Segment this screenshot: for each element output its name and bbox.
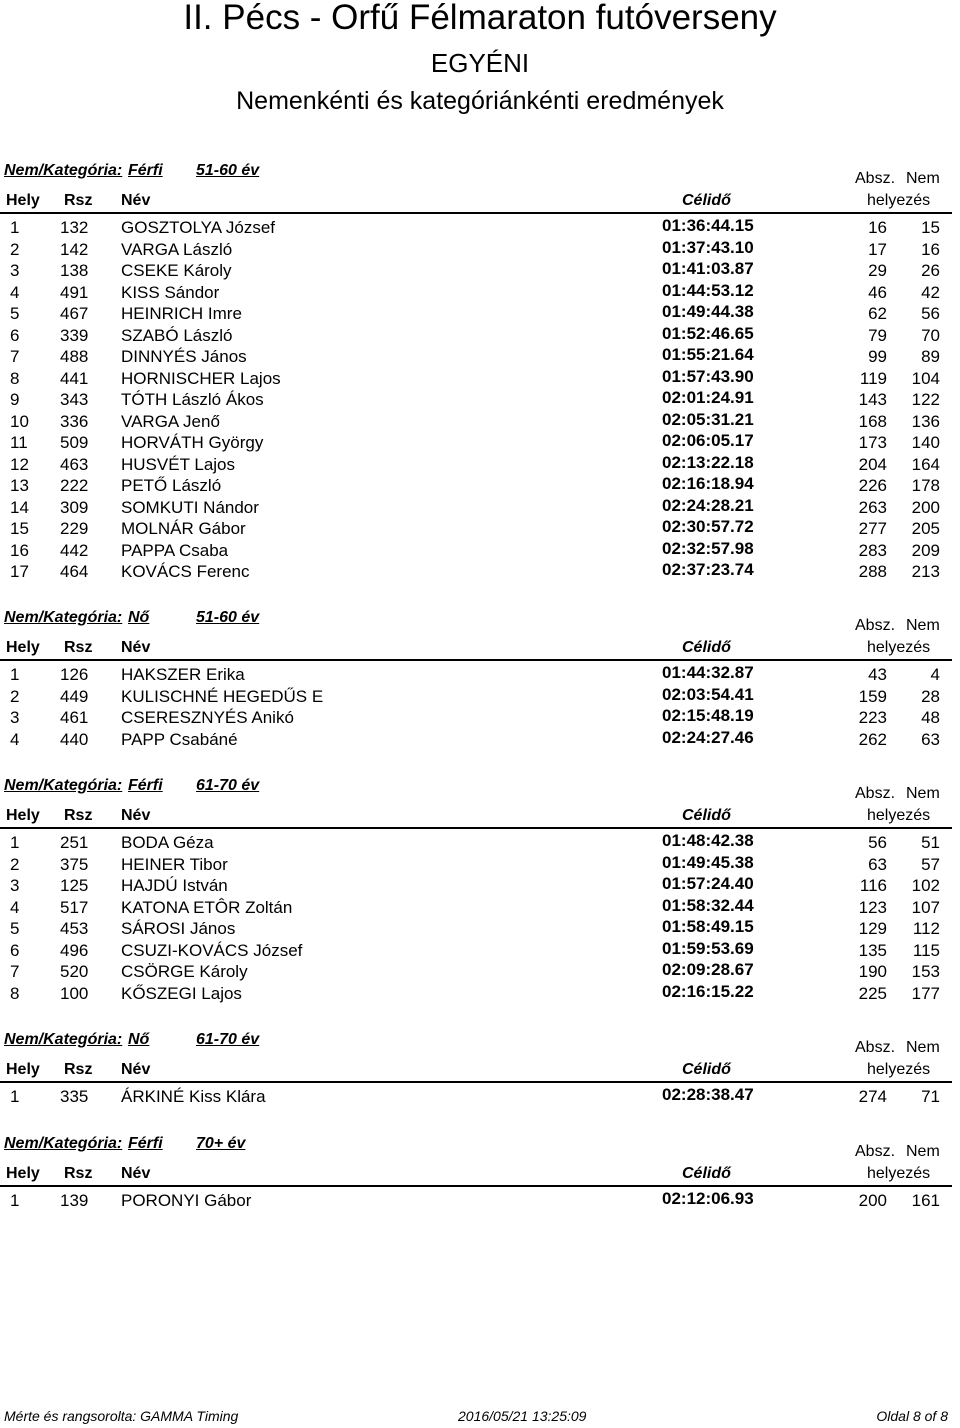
row-absz: 99 <box>868 347 887 366</box>
row-absz: 173 <box>858 433 887 452</box>
row-nev: CSERESZNYÉS Anikó <box>121 708 294 727</box>
section-label: Nem/Kategória: <box>4 1135 123 1152</box>
row-absz: 288 <box>858 562 887 581</box>
row-celido: 02:16:18.94 <box>662 474 754 493</box>
row-celido: 01:41:03.87 <box>662 259 754 278</box>
row-rsz: 467 <box>60 304 89 323</box>
row-celido: 02:01:24.91 <box>662 388 754 407</box>
row-rsz: 496 <box>60 940 89 960</box>
column-header-hely: Hely <box>6 1165 40 1182</box>
row-rsz: 463 <box>60 454 89 474</box>
row-celido: 01:49:44.38 <box>662 302 754 321</box>
row-celido: 01:55:21.64 <box>662 345 754 364</box>
row-rsz: 440 <box>60 729 89 749</box>
row-rsz: 229 <box>60 519 89 538</box>
row-rsz: 343 <box>60 390 89 409</box>
row-nem: 122 <box>911 390 940 409</box>
row-celido: 01:49:45.38 <box>662 852 754 872</box>
row-absz: 62 <box>868 304 887 323</box>
row-rsz: 126 <box>60 665 89 684</box>
row-celido: 02:32:57.98 <box>662 538 754 558</box>
row-nev: PAPPA Csaba <box>121 540 229 560</box>
row-nem: 89 <box>921 347 940 366</box>
row-rsz: 139 <box>60 1191 89 1210</box>
row-nev: HEINER Tibor <box>121 854 228 874</box>
row-celido: 02:15:48.19 <box>662 706 754 725</box>
row-absz: 43 <box>868 665 887 684</box>
header-divider <box>0 659 952 661</box>
row-hely: 1 <box>10 1191 20 1210</box>
column-header-celido: Célidő <box>682 639 731 656</box>
row-nem: 107 <box>911 897 940 917</box>
section-category: 51-60 év <box>196 162 260 179</box>
row-nem: 164 <box>911 454 940 474</box>
row-rsz: 339 <box>60 325 89 345</box>
row-celido: 01:57:43.90 <box>662 366 754 386</box>
row-hely: 10 <box>10 411 29 431</box>
row-nem: 63 <box>921 729 940 749</box>
row-rsz: 335 <box>60 1087 89 1106</box>
row-nev: SÁROSI János <box>121 919 236 938</box>
row-rsz: 461 <box>60 708 89 727</box>
row-nev: HUSVÉT Lajos <box>121 454 236 474</box>
row-hely: 2 <box>10 854 20 874</box>
column-header-helyezes: helyezés <box>867 1165 931 1182</box>
column-header-hely: Hely <box>6 807 40 824</box>
column-header-rsz: Rsz <box>64 1061 93 1078</box>
row-nem: 26 <box>921 261 940 280</box>
column-header-nem: Nem <box>906 170 940 187</box>
row-nev: PAPP Csabáné <box>121 729 238 749</box>
column-header-nem: Nem <box>906 785 940 802</box>
row-rsz: 125 <box>60 876 89 895</box>
page-subtitle: EGYÉNI <box>430 48 530 78</box>
row-nev: PORONYI Gábor <box>121 1191 252 1210</box>
section-gender: Férfi <box>128 162 163 179</box>
row-hely: 1 <box>10 218 20 237</box>
row-celido: 02:13:22.18 <box>662 452 754 472</box>
row-nev: GOSZTOLYA József <box>121 218 275 237</box>
row-rsz: 449 <box>60 686 89 706</box>
row-nev: VARGA Jenő <box>121 411 220 431</box>
row-hely: 4 <box>10 729 20 749</box>
row-nem: 56 <box>921 304 940 323</box>
row-celido: 01:58:49.15 <box>662 917 754 936</box>
row-nev: KISS Sándor <box>121 282 220 302</box>
column-header-nem: Nem <box>906 1143 940 1160</box>
row-nev: CSUZI-KOVÁCS József <box>121 940 303 960</box>
row-hely: 1 <box>10 833 20 852</box>
column-header-absz: Absz. <box>855 170 896 187</box>
column-header-celido: Célidő <box>682 1165 731 1182</box>
row-nem: 28 <box>921 686 940 706</box>
row-rsz: 442 <box>60 540 89 560</box>
header-divider <box>0 212 952 214</box>
column-header-hely: Hely <box>6 639 40 656</box>
column-header-absz: Absz. <box>855 1143 896 1160</box>
row-celido: 01:57:24.40 <box>662 874 754 893</box>
row-rsz: 488 <box>60 347 89 366</box>
row-hely: 4 <box>10 897 20 917</box>
row-celido: 01:48:42.38 <box>662 831 754 850</box>
row-nev: KŐSZEGI Lajos <box>121 983 242 1003</box>
row-nem: 15 <box>921 218 940 237</box>
row-hely: 4 <box>10 282 20 302</box>
column-header-helyezes: helyezés <box>867 1061 931 1078</box>
row-hely: 9 <box>10 390 20 409</box>
row-absz: 79 <box>868 325 887 345</box>
column-header-rsz: Rsz <box>64 1165 93 1182</box>
row-hely: 2 <box>10 686 20 706</box>
row-hely: 3 <box>10 876 20 895</box>
row-nem: 213 <box>911 562 940 581</box>
row-celido: 02:16:15.22 <box>662 981 754 1001</box>
row-hely: 7 <box>10 962 20 981</box>
row-rsz: 132 <box>60 218 89 237</box>
page-subtitle-2: Nemenkénti és kategóriánkénti eredmények <box>236 87 724 115</box>
row-nem: 177 <box>911 983 940 1003</box>
row-celido: 01:59:53.69 <box>662 938 754 958</box>
row-hely: 5 <box>10 919 20 938</box>
row-absz: 200 <box>858 1191 887 1210</box>
row-rsz: 251 <box>60 833 89 852</box>
row-celido: 02:24:28.21 <box>662 495 754 515</box>
row-nev: DINNYÉS János <box>121 347 247 366</box>
row-nem: 115 <box>912 940 940 960</box>
row-nev: CSÖRGE Károly <box>121 962 248 981</box>
row-absz: 143 <box>858 390 887 409</box>
row-hely: 3 <box>10 261 20 280</box>
row-hely: 12 <box>10 454 29 474</box>
row-celido: 01:58:32.44 <box>662 895 754 915</box>
row-absz: 56 <box>868 833 887 852</box>
row-nev: HORVÁTH György <box>121 433 264 452</box>
row-rsz: 336 <box>60 411 89 431</box>
row-absz: 262 <box>858 729 887 749</box>
row-nem: 104 <box>911 368 940 388</box>
column-header-helyezes: helyezés <box>867 192 931 209</box>
footer-timing-credit: Mérte és rangsorolta: GAMMA Timing <box>4 1408 239 1424</box>
row-hely: 13 <box>10 476 29 495</box>
section-category: 51-60 év <box>196 609 260 626</box>
column-header-nev: Név <box>121 639 151 656</box>
row-hely: 6 <box>10 325 20 345</box>
row-nev: HAKSZER Erika <box>121 665 245 684</box>
column-header-rsz: Rsz <box>64 192 93 209</box>
section-label: Nem/Kategória: <box>4 777 123 794</box>
row-celido: 01:37:43.10 <box>662 237 754 257</box>
section-category: 70+ év <box>196 1135 246 1152</box>
row-absz: 129 <box>858 919 887 938</box>
row-rsz: 309 <box>60 497 89 517</box>
row-nev: CSEKE Károly <box>121 261 232 280</box>
row-absz: 283 <box>858 540 887 560</box>
row-nev: ÁRKINÉ Kiss Klára <box>121 1087 266 1106</box>
row-celido: 02:05:31.21 <box>662 409 754 429</box>
column-header-nev: Név <box>121 807 151 824</box>
row-absz: 16 <box>868 218 887 237</box>
row-nev: VARGA László <box>121 239 233 259</box>
row-absz: 119 <box>859 368 887 388</box>
section-category: 61-70 év <box>196 1031 260 1048</box>
footer-timestamp: 2016/05/21 13:25:09 <box>458 1408 587 1424</box>
row-rsz: 464 <box>60 562 89 581</box>
row-nem: 200 <box>911 497 940 517</box>
row-hely: 1 <box>10 1087 20 1106</box>
row-hely: 14 <box>10 497 29 517</box>
row-nem: 112 <box>912 919 940 938</box>
row-celido: 02:03:54.41 <box>662 684 754 704</box>
column-header-celido: Célidő <box>682 192 731 209</box>
row-celido: 01:52:46.65 <box>662 323 754 343</box>
row-absz: 17 <box>868 239 887 259</box>
row-nem: 70 <box>921 325 940 345</box>
row-absz: 135 <box>858 940 887 960</box>
row-nev: KULISCHNÉ HEGEDŰS E <box>121 686 324 706</box>
row-nem: 71 <box>921 1087 940 1106</box>
column-header-nem: Nem <box>906 617 940 634</box>
row-rsz: 441 <box>60 368 89 388</box>
column-header-nev: Név <box>121 1165 151 1182</box>
page-title: II. Pécs - Orfű Félmaraton futóverseny <box>183 0 777 37</box>
row-nev: MOLNÁR Gábor <box>121 519 246 538</box>
section-gender: Nő <box>128 609 150 626</box>
row-rsz: 509 <box>60 433 89 452</box>
row-hely: 3 <box>10 708 20 727</box>
row-celido: 02:28:38.47 <box>662 1085 754 1104</box>
row-nem: 161 <box>911 1191 940 1210</box>
footer-page-number: Oldal 8 of 8 <box>876 1408 948 1424</box>
row-absz: 46 <box>868 282 887 302</box>
row-absz: 116 <box>859 876 887 895</box>
row-nev: HEINRICH Imre <box>121 304 242 323</box>
row-rsz: 142 <box>60 239 89 259</box>
section-gender: Férfi <box>128 777 163 794</box>
column-header-absz: Absz. <box>855 785 896 802</box>
row-rsz: 517 <box>60 897 89 917</box>
row-celido: 02:12:06.93 <box>662 1189 754 1208</box>
row-nev: PETŐ László <box>121 476 222 495</box>
row-absz: 204 <box>858 454 887 474</box>
row-nem: 205 <box>911 519 940 538</box>
row-nem: 209 <box>911 540 940 560</box>
row-absz: 159 <box>858 686 887 706</box>
row-absz: 226 <box>858 476 887 495</box>
column-header-hely: Hely <box>6 1061 40 1078</box>
row-rsz: 138 <box>60 261 89 280</box>
row-nem: 140 <box>911 433 940 452</box>
column-header-rsz: Rsz <box>64 807 93 824</box>
row-absz: 274 <box>858 1087 887 1106</box>
row-nev: SZABÓ László <box>121 325 233 345</box>
row-absz: 225 <box>858 983 887 1003</box>
row-hely: 17 <box>10 562 29 581</box>
header-divider <box>0 1081 952 1083</box>
row-nev: BODA Géza <box>121 833 214 852</box>
header-divider <box>0 1185 952 1187</box>
row-rsz: 491 <box>60 282 89 302</box>
section-gender: Férfi <box>128 1135 163 1152</box>
row-rsz: 520 <box>60 962 89 981</box>
row-nem: 16 <box>921 239 940 259</box>
row-hely: 7 <box>10 347 20 366</box>
row-hely: 8 <box>10 368 20 388</box>
row-hely: 5 <box>10 304 20 323</box>
row-hely: 11 <box>10 433 28 452</box>
row-hely: 16 <box>10 540 29 560</box>
row-hely: 2 <box>10 239 20 259</box>
section-label: Nem/Kategória: <box>4 162 123 179</box>
row-absz: 29 <box>868 261 887 280</box>
row-absz: 223 <box>858 708 887 727</box>
section-label: Nem/Kategória: <box>4 609 123 626</box>
row-hely: 6 <box>10 940 20 960</box>
row-nem: 48 <box>921 708 940 727</box>
row-celido: 02:24:27.46 <box>662 727 754 747</box>
row-hely: 1 <box>10 665 20 684</box>
row-nev: SOMKUTI Nándor <box>121 497 259 517</box>
section-gender: Nő <box>128 1031 150 1048</box>
row-nev: HORNISCHER Lajos <box>121 368 281 388</box>
row-celido: 01:36:44.15 <box>662 216 754 235</box>
row-celido: 02:30:57.72 <box>662 517 754 536</box>
column-header-helyezes: helyezés <box>867 807 931 824</box>
column-header-hely: Hely <box>6 192 40 209</box>
row-absz: 190 <box>858 962 887 981</box>
row-rsz: 375 <box>60 854 89 874</box>
row-nem: 178 <box>911 476 940 495</box>
row-nem: 57 <box>921 854 940 874</box>
column-header-celido: Célidő <box>682 1061 731 1078</box>
row-nem: 136 <box>911 411 940 431</box>
row-nem: 102 <box>911 876 940 895</box>
row-nev: KOVÁCS Ferenc <box>121 562 250 581</box>
column-header-nem: Nem <box>906 1039 940 1056</box>
row-celido: 02:06:05.17 <box>662 431 754 450</box>
row-absz: 168 <box>858 411 887 431</box>
row-absz: 263 <box>858 497 887 517</box>
row-nem: 153 <box>911 962 940 981</box>
column-header-absz: Absz. <box>855 1039 896 1056</box>
row-absz: 123 <box>858 897 887 917</box>
row-hely: 15 <box>10 519 29 538</box>
row-absz: 277 <box>858 519 887 538</box>
row-absz: 63 <box>868 854 887 874</box>
header-divider <box>0 827 952 829</box>
section-label: Nem/Kategória: <box>4 1031 123 1048</box>
column-header-rsz: Rsz <box>64 639 93 656</box>
row-hely: 8 <box>10 983 20 1003</box>
section-category: 61-70 év <box>196 777 260 794</box>
column-header-nev: Név <box>121 192 151 209</box>
row-celido: 01:44:53.12 <box>662 280 754 300</box>
row-celido: 01:44:32.87 <box>662 663 754 682</box>
row-rsz: 100 <box>60 983 89 1003</box>
row-rsz: 222 <box>60 476 89 495</box>
row-celido: 02:09:28.67 <box>662 960 754 979</box>
row-nev: KATONA ETÔR Zoltán <box>121 897 293 917</box>
column-header-absz: Absz. <box>855 617 896 634</box>
column-header-nev: Név <box>121 1061 151 1078</box>
row-nev: HAJDÚ István <box>121 876 228 895</box>
row-nem: 51 <box>921 833 940 852</box>
row-rsz: 453 <box>60 919 89 938</box>
column-header-celido: Célidő <box>682 807 731 824</box>
row-celido: 02:37:23.74 <box>662 560 754 579</box>
row-nem: 42 <box>921 282 940 302</box>
row-nem: 4 <box>930 665 940 684</box>
column-header-helyezes: helyezés <box>867 639 931 656</box>
row-nev: TÓTH László Ákos <box>121 390 264 409</box>
